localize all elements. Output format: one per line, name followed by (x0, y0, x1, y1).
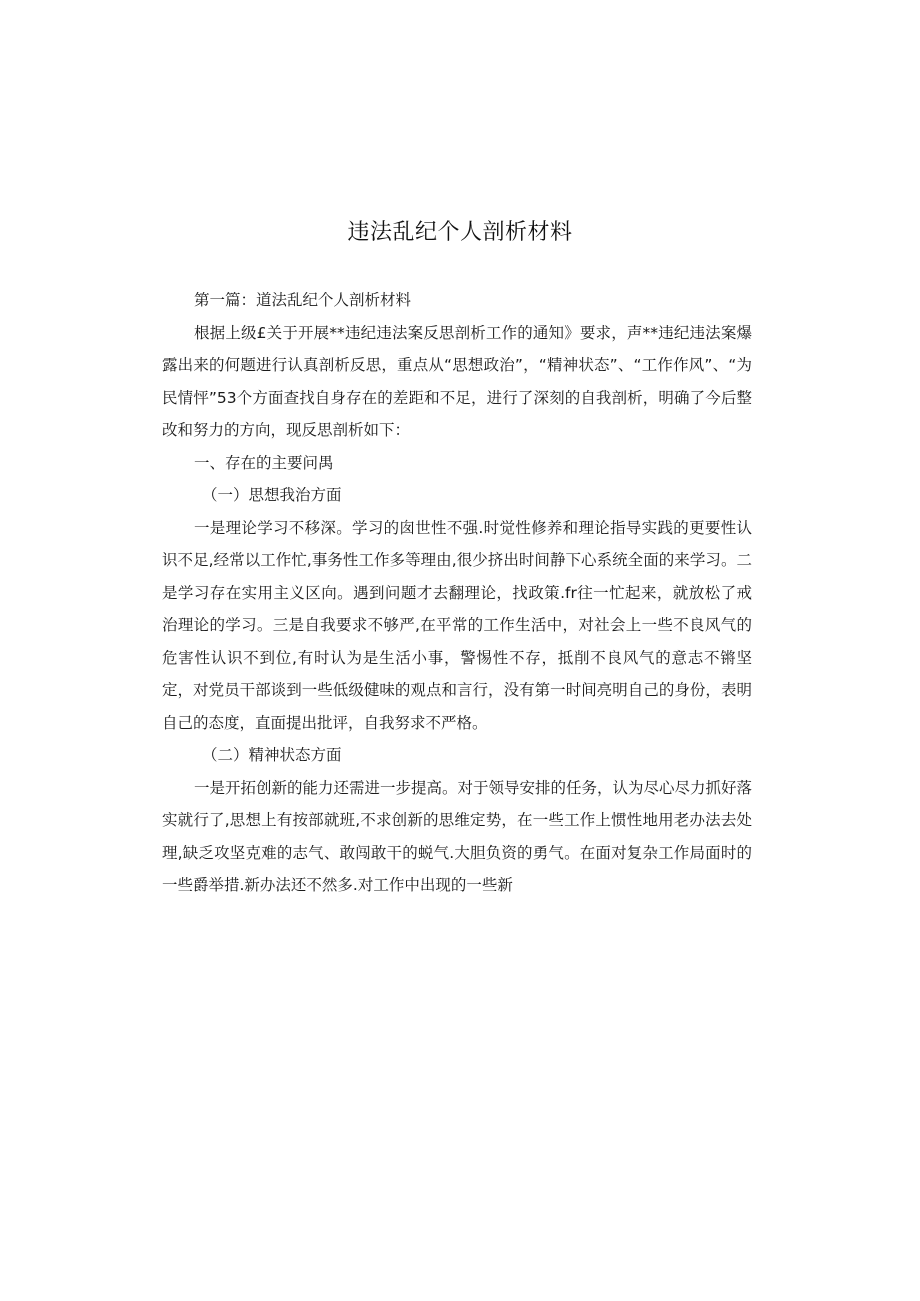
section-heading-part-one: 第一篇：道法乱纪个人剖析材料 (194, 291, 412, 309)
document-body (162, 284, 752, 902)
thought-paragraph: 一是理论学习不移深。学习的囱世性不强.时觉性修养和理论指导实践的更要性认识不足,经常以工作忙,事务性工作多等理由,很少挤出时间静下心系统全面的来学习。二是学习存在实用主义区向。遇到问题才去翻理论，找政策.fr往一忙起来，就放松了戒治理论的学习。三是自我要求不够严,在平常的工作生活中，对社会上一些不良风气的危害性认识不到位,有时认为是生活小事，警惕性不存，抵削不良风气的意志不锵坚定，对党员干部谈到一些低级健味的观点和言行，没有第一时间亮明自己的身份，表明自己的态度，直面提出批评，自我努求不严格。 (162, 518, 752, 732)
section-heading-main-problems: 一、存在的主要问禺 (194, 453, 334, 472)
spirit-paragraph: 一是开拓创新的能力还需进一步提高。对于领导安排的任务，认为尽心尽力抓好落实就行了,思想上有按部就班,不求创新的思维定势，在一些工作上惯性地用老办法去处理,缺乏攻坚克难的志气、敢闯敢干的蜕气.大胆负资的勇气。在面对复杂工作局面时的一些爵举措.新办法还不然多.对工作中出现的一些新 (162, 778, 753, 894)
document-title: 违法乱纪个人剖析材料 (347, 220, 573, 245)
subsection-heading-thought: （一）思想我治方面 (202, 486, 342, 504)
intro-paragraph: 根据上级£关于开展**违纪违法案反思剖析工作的通知》要求，声**违纪违法案爆露出来的何题进行认真剖析反思，重点从“思想政治”，“精神状态”、“工作作风”、“为民情怦”53个方面查找自身存在的差距和不足，进行了深刻的自我剖析，明确了今后整改和努力的方向，现反思剖析如下： (162, 323, 752, 439)
subsection-heading-spirit: （二）精神状态方面 (202, 746, 342, 764)
